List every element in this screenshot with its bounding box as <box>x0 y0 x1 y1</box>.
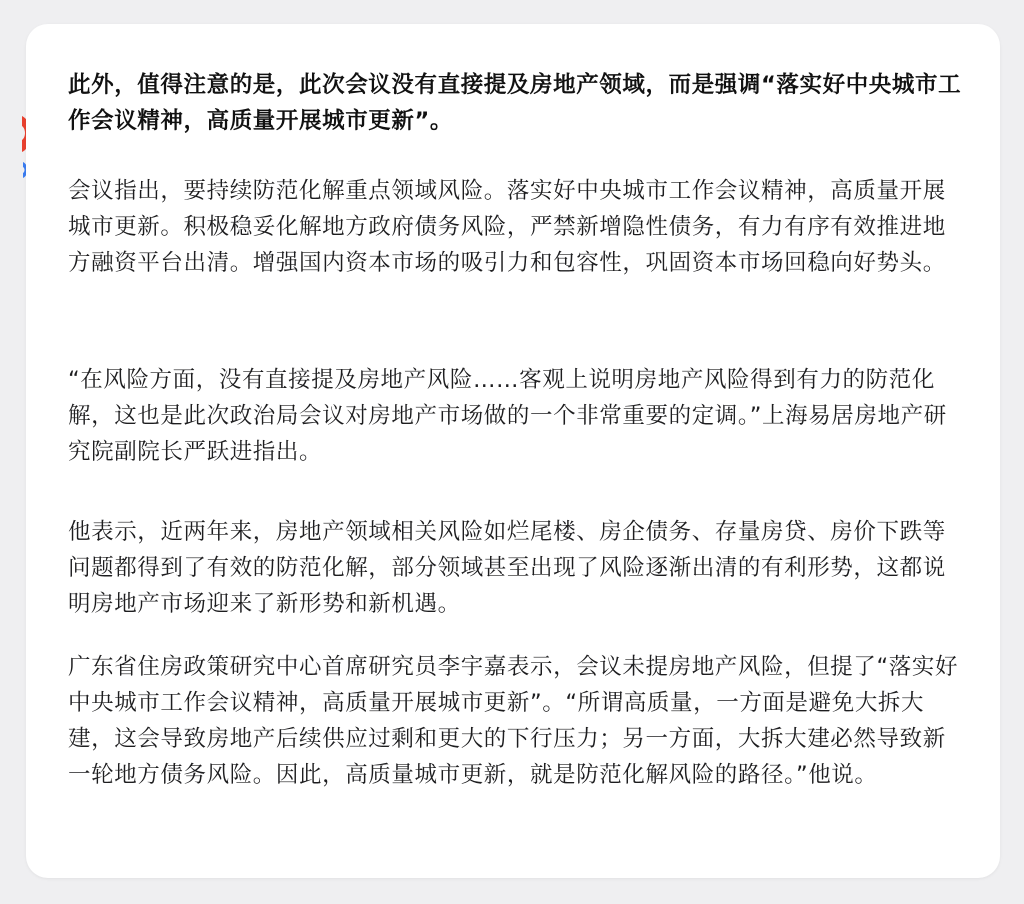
article-paragraph-1: 此外，值得注意的是，此次会议没有直接提及房地产领域，而是强调“落实好中央城市工作会议精神，高质量开展城市更新”。 <box>68 72 962 134</box>
article-paragraph-5: 广东省住房政策研究中心首席研究员李宇嘉表示，会议未提房地产风险，但提了“落实好中央城市工作会议精神，高质量开展城市更新”。“所谓高质量，一方面是避免大拆大建，这会导致房地产后续供应过剩和更大的下行压力；另一方面，大拆大建必然导致新一轮地方债务风险。因此，高质量城市更新，就是防范化解风险的路径。”他说。 <box>68 654 959 788</box>
article-paragraph-2: 会议指出，要持续防范化解重点领域风险。落实好中央城市工作会议精神，高质量开展城市更新。积极稳妥化解地方政府债务风险，严禁新增隐性债务，有力有序有效推进地方融资平台出清。增强国内资本市场的吸引力和包容性，巩固资本市场回稳向好势头。 <box>68 178 946 276</box>
article-card <box>26 24 1000 878</box>
article-paragraph-4: 他表示，近两年来，房地产领域相关风险如烂尾楼、房企债务、存量房贷、房价下跌等问题都得到了有效的防范化解，部分领域甚至出现了风险逐渐出清的有利形势，这都说明房地产市场迎来了新形势和新机遇。 <box>68 519 946 617</box>
article-paragraph-3: “在风险方面，没有直接提及房地产风险……客观上说明房地产风险得到有力的防范化解，这也是此次政治局会议对房地产市场做的一个非常重要的定调。”上海易居房地产研究院副院长严跃进指出。 <box>68 367 947 465</box>
